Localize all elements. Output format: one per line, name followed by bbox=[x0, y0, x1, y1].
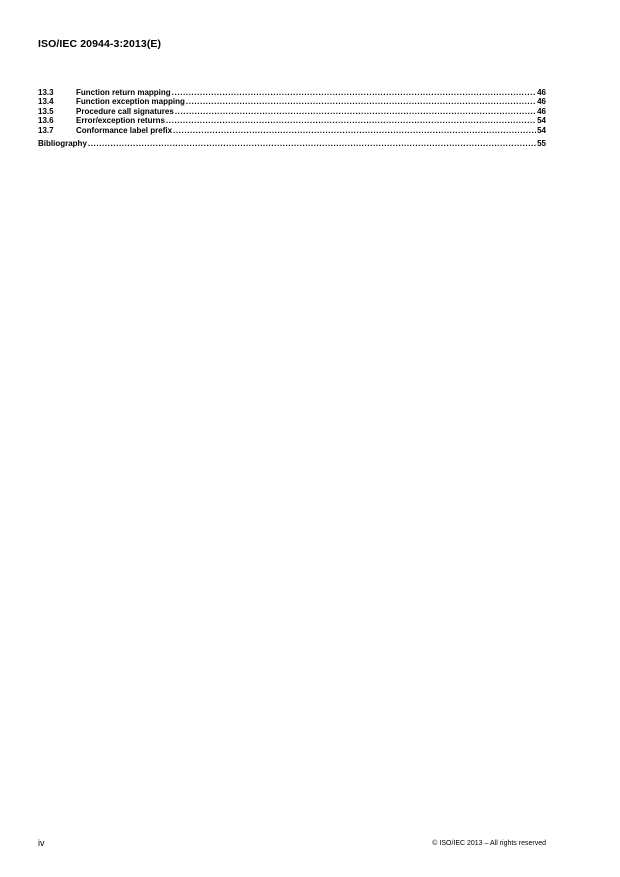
toc-entry-title: Error/exception returns bbox=[76, 116, 165, 126]
toc-entry-page: 55 bbox=[537, 138, 546, 148]
toc-entry-page: 54 bbox=[537, 125, 546, 135]
toc-entry-number: 13.5 bbox=[38, 106, 54, 116]
toc-entry-title: Bibliography bbox=[38, 138, 87, 148]
toc-entry-bibliography[interactable] bbox=[38, 139, 546, 148]
toc-entry-page: 46 bbox=[537, 106, 546, 116]
toc-entry-page: 46 bbox=[537, 97, 546, 107]
toc-entry-13-7[interactable] bbox=[38, 126, 546, 135]
toc-entry-number: 13.7 bbox=[38, 125, 54, 135]
toc-dot-leader bbox=[172, 88, 536, 97]
toc-dot-leader bbox=[173, 126, 536, 135]
toc-dot-leader bbox=[88, 139, 536, 148]
toc-entry-title: Function exception mapping bbox=[76, 97, 185, 107]
toc-entry-13-4[interactable] bbox=[38, 97, 546, 106]
toc-entry-13-3[interactable] bbox=[38, 88, 546, 97]
document-header-title: ISO/IEC 20944-3:2013(E) bbox=[38, 38, 162, 50]
toc-entry-number: 13.3 bbox=[38, 88, 54, 97]
toc-entry-13-5[interactable] bbox=[38, 107, 546, 116]
toc-dot-leader bbox=[166, 116, 536, 125]
toc-entry-page: 46 bbox=[537, 88, 546, 97]
footer-page-number: iv bbox=[38, 838, 45, 848]
toc-entry-number: 13.6 bbox=[38, 116, 54, 126]
toc-entry-title: Procedure call signatures bbox=[76, 106, 174, 116]
toc-entry-13-6[interactable] bbox=[38, 116, 546, 125]
toc-dot-leader bbox=[186, 97, 536, 106]
toc-entry-title: Function return mapping bbox=[76, 88, 171, 97]
toc-dot-leader bbox=[175, 107, 536, 116]
toc-entry-number: 13.4 bbox=[38, 97, 54, 107]
toc-entry-page: 54 bbox=[537, 116, 546, 126]
toc-entry-title: Conformance label prefix bbox=[76, 125, 173, 135]
table-of-contents bbox=[38, 88, 546, 148]
footer-copyright: © ISO/IEC 2013 – All rights reserved bbox=[432, 840, 546, 847]
